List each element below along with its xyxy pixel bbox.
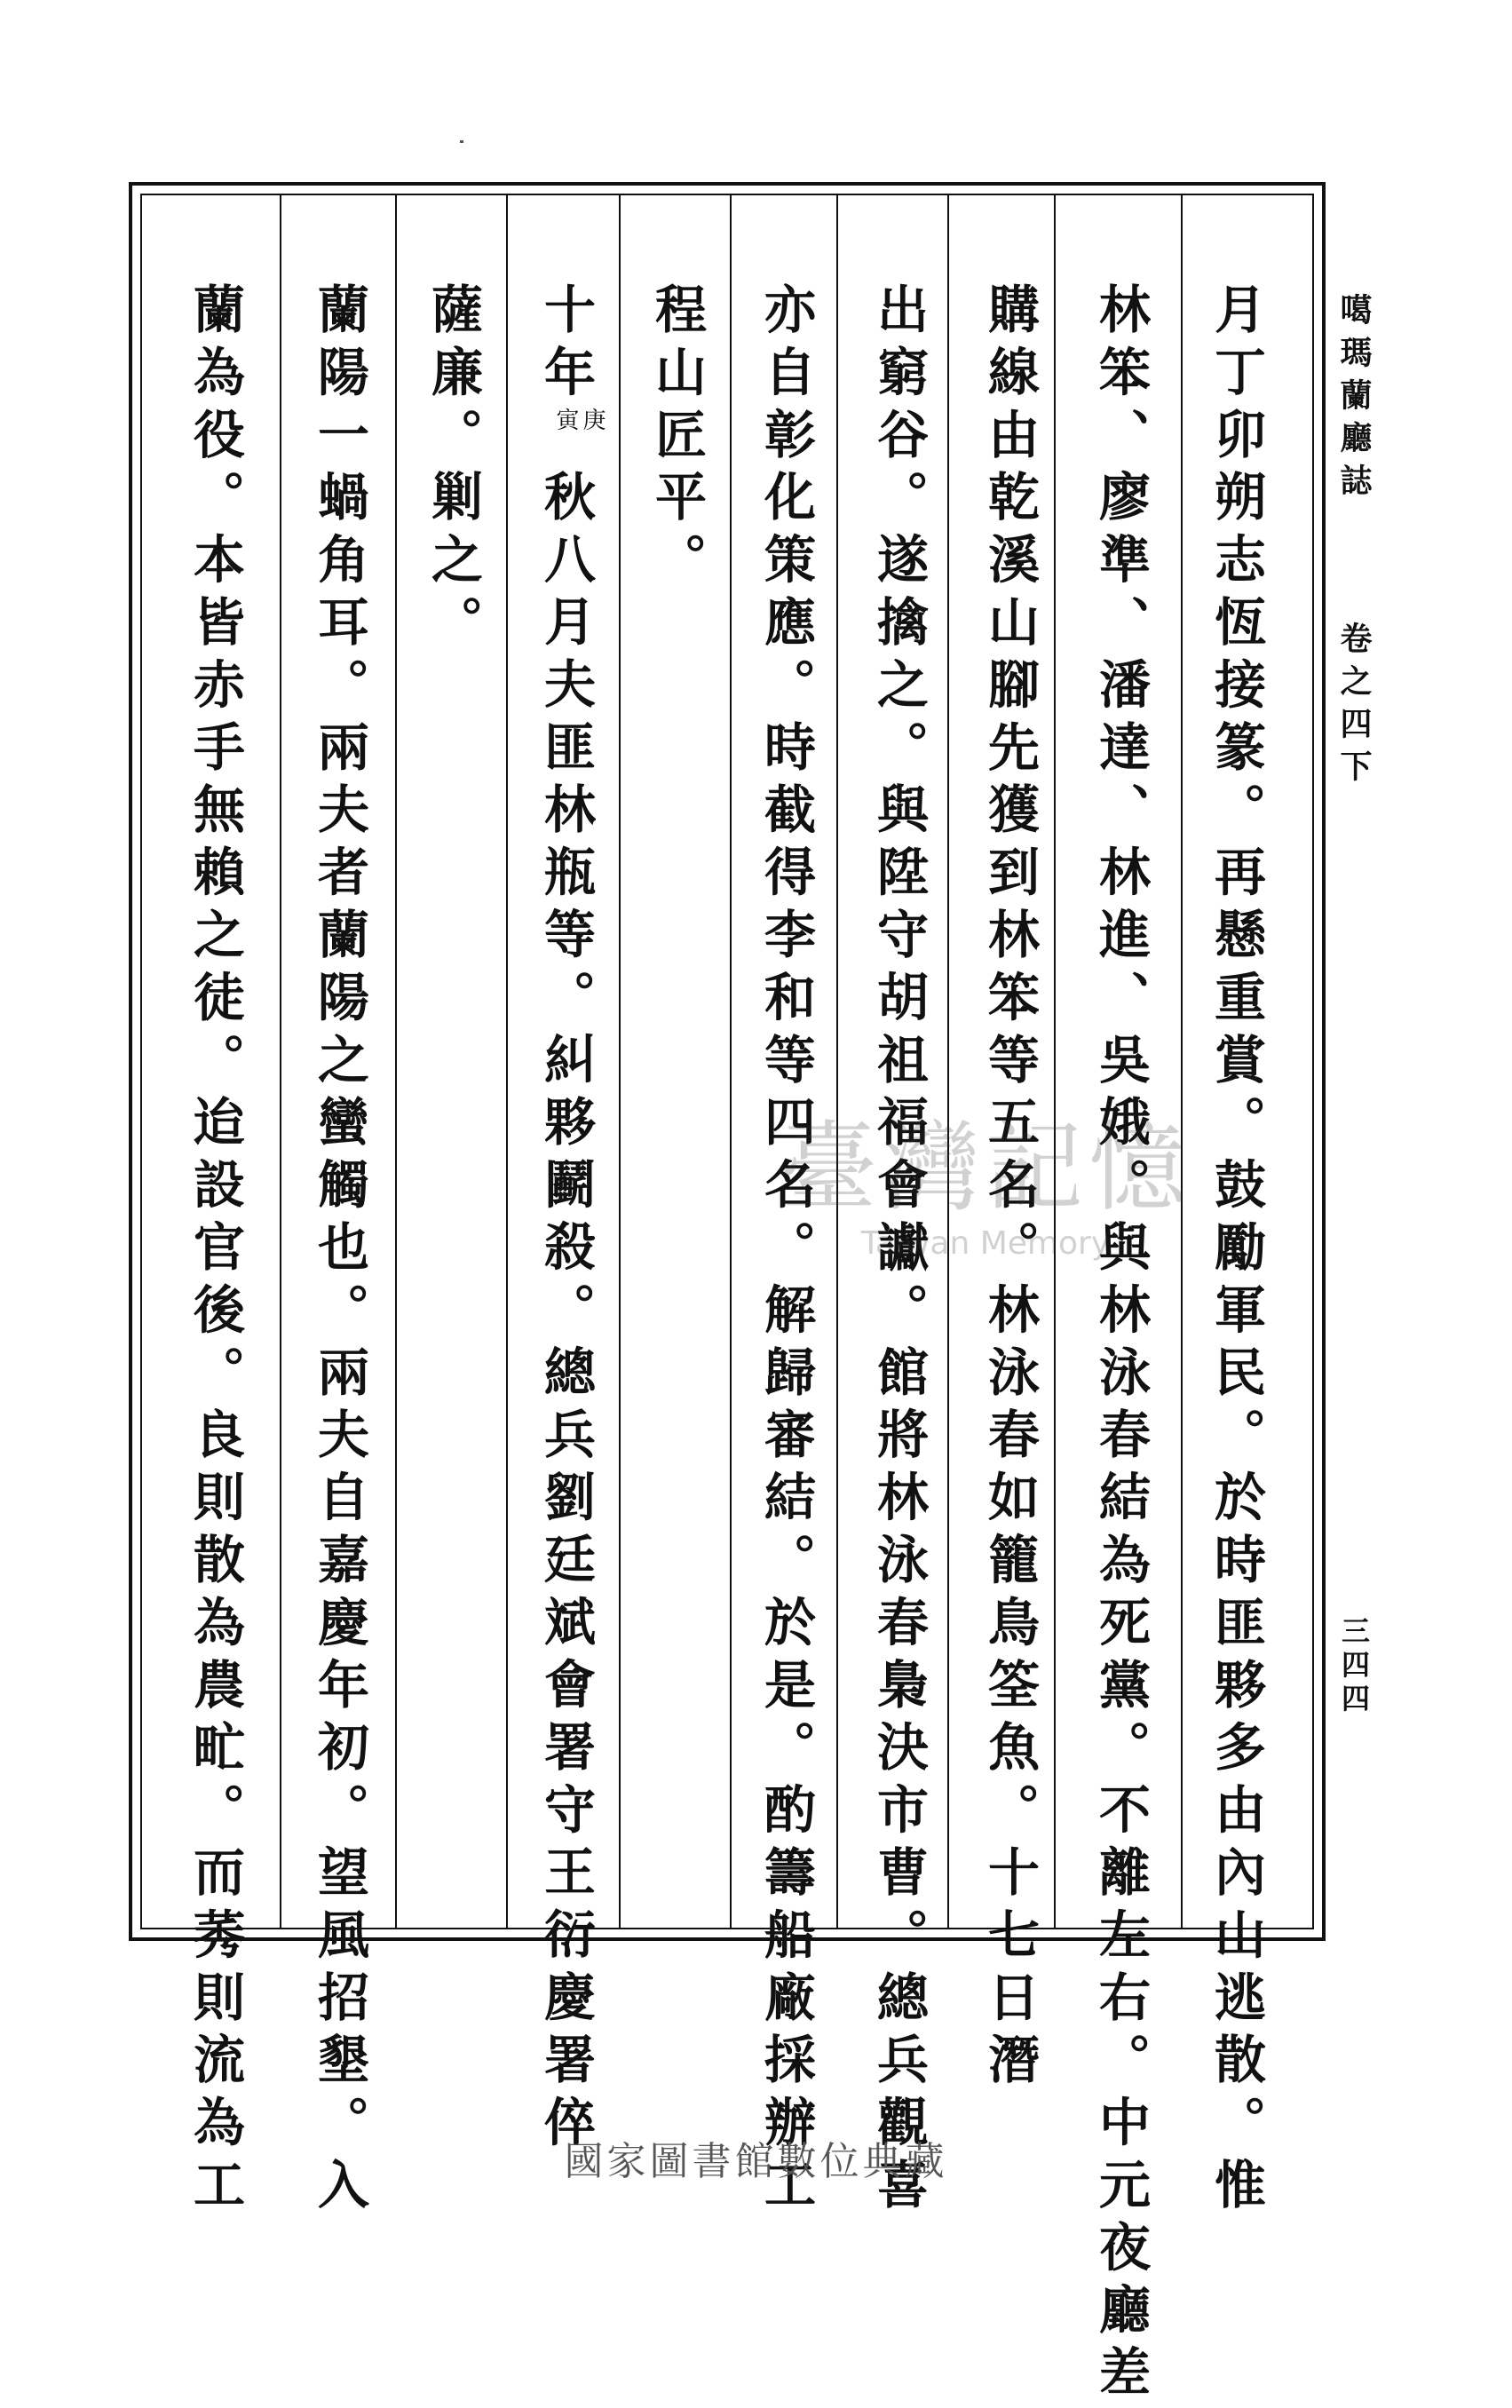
text-column-1: 月丁卯朔志恆接篆。再懸重賞。鼓勵軍民。於時匪夥多由內山逃散。惟 [1206,282,1266,2221]
column-rule [730,194,732,1929]
footer-credit: 國家圖書館數位典藏 [564,2139,948,2184]
column-rule [506,194,508,1929]
text-column-5: 亦自彰化策應。時截得李和等四名。解歸審結。於是。酌籌船廠採辦工 [756,282,816,2221]
column-7-text-after: 秋八月夫匪林瓶等。糾夥鬬殺。總兵劉廷斌會署守王衍慶署倅 [535,469,596,2158]
text-column-7 [519,282,612,2158]
text-column-2: 林笨、廖準、潘達、林進、吳娥。與林泳春結為死黨。不離左右。中元夜廳差 [1090,282,1151,2408]
watermark-en: Taiwan Memory [860,1225,1111,1262]
page-number: 三四四 [1337,1616,1371,1717]
book-title: 噶瑪蘭廳誌 [1335,293,1373,506]
column-7-text-before: 十年 [535,282,596,408]
interlinear-note [552,408,606,470]
column-rule [947,194,949,1929]
note-char: 寅 [552,407,579,432]
column-rule [280,194,281,1929]
column-rule [619,194,621,1929]
text-column-3: 購線由乾溪山腳先獲到林笨等五名。林泳春如籠鳥筌魚。十七日潛 [979,282,1040,2095]
text-column-9: 蘭陽一蝸角耳。兩夫者蘭陽之蠻觸也。兩夫自嘉慶年初。望風招墾。入 [309,282,369,2221]
text-column-4: 出窮谷。遂擒之。與陞守胡祖福會讞。館將林泳春梟決市曹。總兵觀喜 [868,282,929,2221]
volume-label: 卷之四下 [1335,622,1373,792]
column-rule [1181,194,1183,1929]
text-column-8: 薩廉。剿之。 [423,282,483,658]
watermark-cn: 臺灣記憶 [780,1111,1191,1224]
page-speck [460,140,463,143]
text-column-10: 蘭為役。本皆赤手無賴之徒。迨設官後。良則散為農甿。而莠則流為工 [185,282,245,2221]
column-rule [395,194,397,1929]
note-char: 庚 [579,407,606,432]
text-column-6: 程山匠平。 [646,282,707,595]
column-rule [836,194,838,1929]
